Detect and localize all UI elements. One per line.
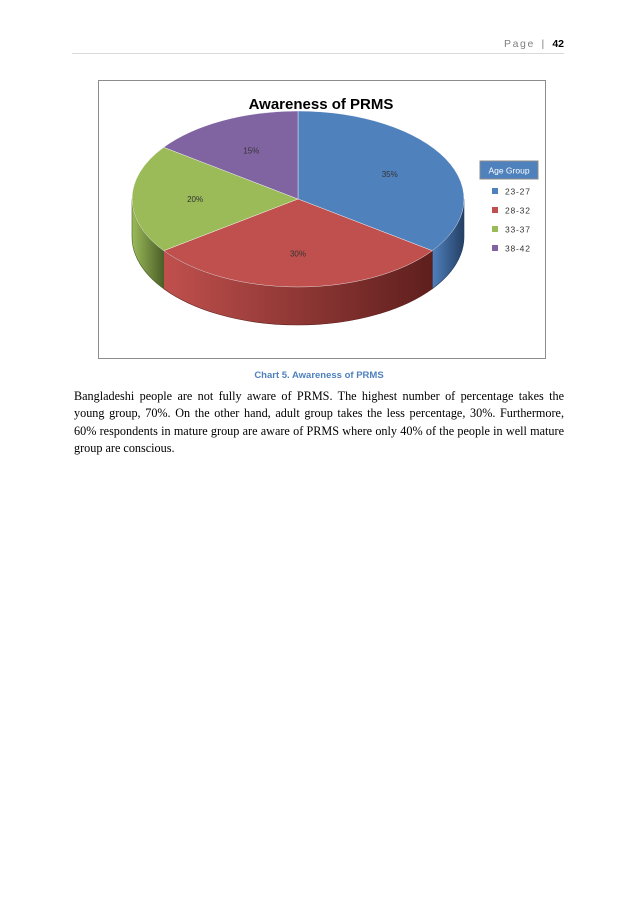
legend-label-28-32: 28-32 xyxy=(505,205,531,216)
legend-swatch-28-32 xyxy=(492,207,498,213)
data-label-28-32: 30% xyxy=(289,249,307,259)
page-header xyxy=(504,38,564,50)
header-rule xyxy=(72,53,564,54)
chart-title: Awareness of PRMS xyxy=(248,96,394,113)
page-word: Page xyxy=(503,38,535,50)
page-number: 42 xyxy=(552,38,564,50)
legend-title: Age Group xyxy=(488,165,530,176)
data-label-33-37: 20% xyxy=(187,195,204,204)
header-separator: | xyxy=(536,38,546,50)
legend-label-38-42: 38-42 xyxy=(505,243,531,254)
pie-chart xyxy=(99,81,545,358)
legend-swatch-23-27 xyxy=(492,188,498,194)
legend-swatch-33-37 xyxy=(492,226,498,232)
legend-label-23-27: 23-27 xyxy=(505,186,531,197)
pie-chart-frame xyxy=(98,80,546,359)
legend-swatch-38-42 xyxy=(492,245,498,251)
figure-caption: Chart 5. Awareness of PRMS xyxy=(254,370,384,381)
legend-label-33-37: 33-37 xyxy=(505,224,531,235)
body-paragraph: Bangladeshi people are not fully aware of PRMS. The highest number of percentage takes the young group, 70%. On the other hand, adult group takes the less percentage, 30%. Furthermore, 60% respondents in mature group are aware of PRMS where only 40% of the people in well mature group are conscious. xyxy=(74,389,564,455)
data-label-38-42: 15% xyxy=(243,146,260,156)
data-label-23-27: 35% xyxy=(381,170,398,180)
